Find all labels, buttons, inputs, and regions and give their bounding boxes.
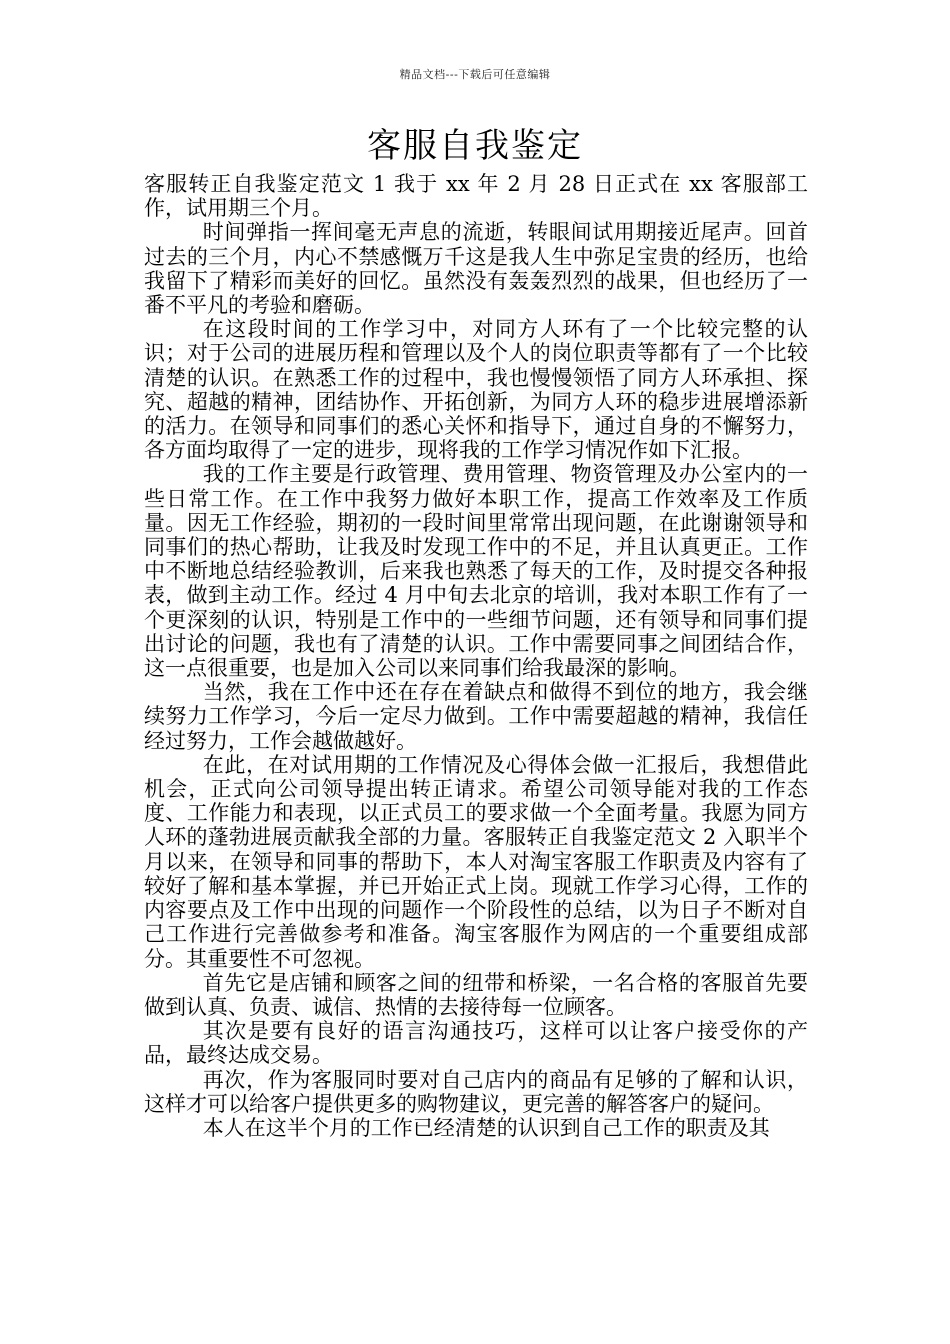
paragraph: 在此，在对试用期的工作情况及心得体会做一汇报后，我想借此机会，正式向公司领导提出转正请求。希望公司领导能对我的工作态度、工作能力和表现，以正式员工的要求做一个全面考量。我愿为同方人环的蓬勃进展贡献我全部的力量。客服转正自我鉴定范文 2 入职半个月以来，在领导和同事的帮助下，本人对淘宝客服工作职责及内容有了较好了解和基本掌握，并已开始正式上岗。现就工作学习心得，工作的内容要点及工作中出现的问题作一个阶段性的总结，以为日子不断对自己工作进行完善做参考和准备。淘宝客服作为网店的一个重要组成部分。其重要性不可忽视。 xyxy=(144,752,808,971)
paragraph: 我的工作主要是行政管理、费用管理、物资管理及办公室内的一些日常工作。在工作中我努力做好本职工作，提高工作效率及工作质量。因无工作经验，期初的一段时间里常常出现问题，在此谢谢领导和同事们的热心帮助，让我及时发现工作中的不足，并且认真更正。工作中不断地总结经验教训，后来我也熟悉了每天的工作，及时提交各种报表，做到主动工作。经过 4 月中旬去北京的培训，我对本职工作有了一个更深刻的认识，特别是工作中的一些细节问题，还有领导和同事们提出讨论的问题，我也有了清楚的认识。工作中需要同事之间团结合作，这一点很重要，也是加入公司以来同事们给我最深的影响。 xyxy=(144,462,808,681)
document-body xyxy=(144,172,808,1140)
paragraph: 当然，我在工作中还在存在着缺点和做得不到位的地方，我会继续努力工作学习，今后一定尽力做到。工作中需要超越的精神，我信任经过努力，工作会越做越好。 xyxy=(144,680,808,753)
paragraph: 在这段时间的工作学习中，对同方人环有了一个比较完整的认识；对于公司的进展历程和管理以及个人的岗位职责等都有了一个比较清楚的认识。在熟悉工作的过程中，我也慢慢领悟了同方人环承担、探究、超越的精神，团结协作、开拓创新，为同方人环的稳步进展增添新的活力。在领导和同事们的悉心关怀和指导下，通过自身的不懈努力，各方面均取得了一定的进步，现将我的工作学习情况作如下汇报。 xyxy=(144,317,808,463)
paragraph: 再次，作为客服同时要对自己店内的商品有足够的了解和认识，这样才可以给客户提供更多的购物建议，更完善的解答客户的疑问。 xyxy=(144,1067,808,1116)
paragraph: 其次是要有良好的语言沟通技巧，这样可以让客户接受你的产品，最终达成交易。 xyxy=(144,1019,808,1068)
header-note: 精品文档---下载后可任意编辑 xyxy=(399,68,551,81)
paragraph: 时间弹指一挥间毫无声息的流逝，转眼间试用期接近尾声。回首过去的三个月，内心不禁感慨万千这是我人生中弥足宝贵的经历，也给我留下了精彩而美好的回忆。虽然没有轰轰烈烈的战果，但也经历了一番不平凡的考验和磨砺。 xyxy=(144,220,808,318)
paragraph-intro: 客服转正自我鉴定范文 1 我于 xx 年 2 月 28 日正式在 xx 客服部工作，试用期三个月。 xyxy=(144,172,808,221)
paragraph: 首先它是店铺和顾客之间的纽带和桥梁，一名合格的客服首先要做到认真、负责、诚信、热情的去接待每一位顾客。 xyxy=(144,970,808,1019)
document-title: 客服自我鉴定 xyxy=(367,126,583,166)
paragraph: 本人在这半个月的工作已经清楚的认识到自己工作的职责及其 xyxy=(202,1115,770,1140)
